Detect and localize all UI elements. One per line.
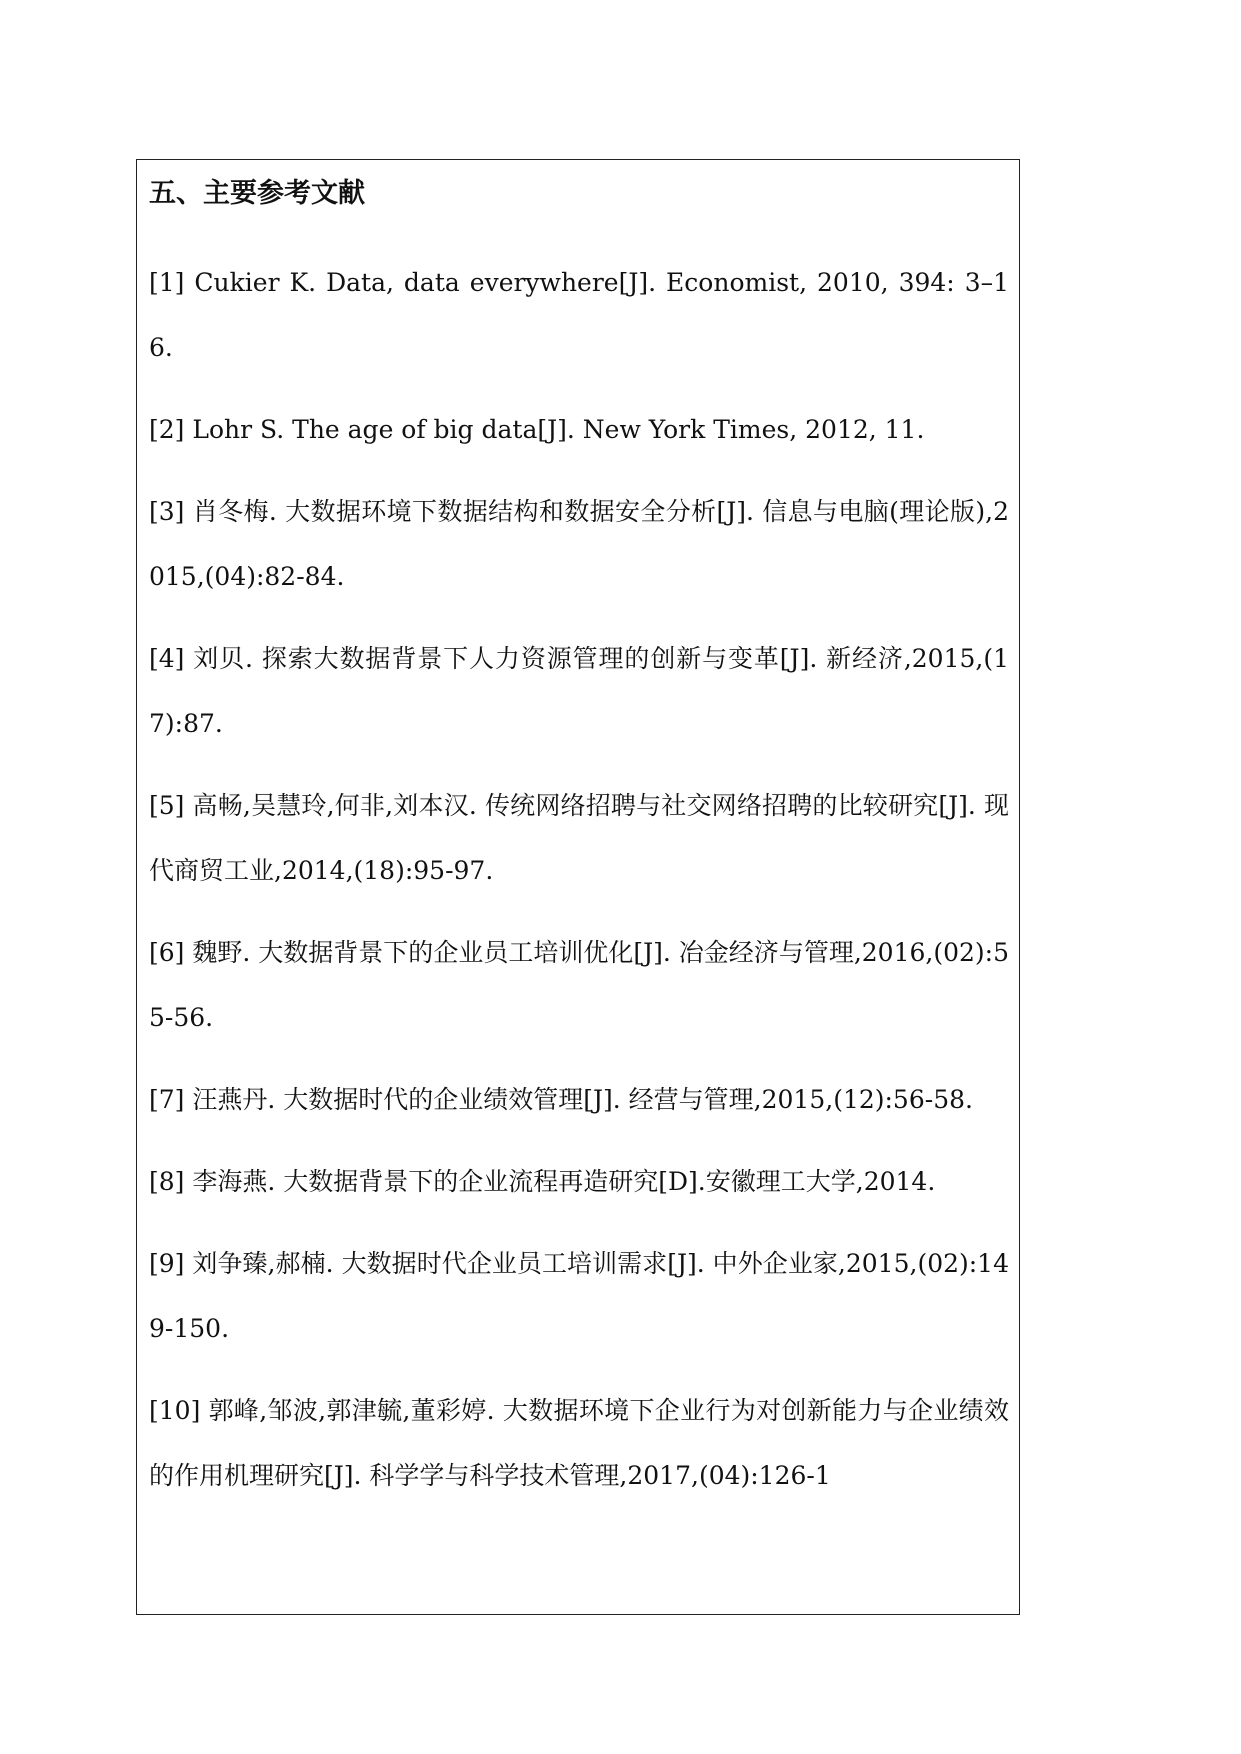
references-box xyxy=(136,159,1020,1615)
reference-item: [2] Lohr S. The age of big data[J]. New York Times, 2012, 11. xyxy=(149,415,925,444)
reference-item: [10] 郭峰,邹波,郭津毓,董彩婷. 大数据环境下企业行为对创新能力与企业绩效的作用机理研究[J]. 科学学与科学技术管理,2017,(04):126-1 xyxy=(149,1396,1009,1490)
reference-item: [7] 汪燕丹. 大数据时代的企业绩效管理[J]. 经营与管理,2015,(12):56-58. xyxy=(149,1085,973,1114)
reference-item: [6] 魏野. 大数据背景下的企业员工培训优化[J]. 冶金经济与管理,2016,(02):55-56. xyxy=(149,938,1009,1032)
reference-item: [4] 刘贝. 探索大数据背景下人力资源管理的创新与变革[J]. 新经济,2015,(17):87. xyxy=(149,644,1009,738)
section-heading: 五、主要参考文献 xyxy=(149,178,365,209)
reference-list xyxy=(149,250,1009,1525)
reference-item: [9] 刘争臻,郝楠. 大数据时代企业员工培训需求[J]. 中外企业家,2015,(02):149-150. xyxy=(149,1249,1009,1343)
reference-item: [5] 高畅,吴慧玲,何非,刘本汉. 传统网络招聘与社交网络招聘的比较研究[J]. 现代商贸工业,2014,(18):95-97. xyxy=(149,791,1009,885)
reference-item: [8] 李海燕. 大数据背景下的企业流程再造研究[D].安徽理工大学,2014. xyxy=(149,1167,936,1196)
reference-item: [3] 肖冬梅. 大数据环境下数据结构和数据安全分析[J]. 信息与电脑(理论版),2015,(04):82-84. xyxy=(149,497,1009,591)
reference-item: [1] Cukier K. Data, data everywhere[J]. Economist, 2010, 394: 3–16. xyxy=(149,268,1009,362)
